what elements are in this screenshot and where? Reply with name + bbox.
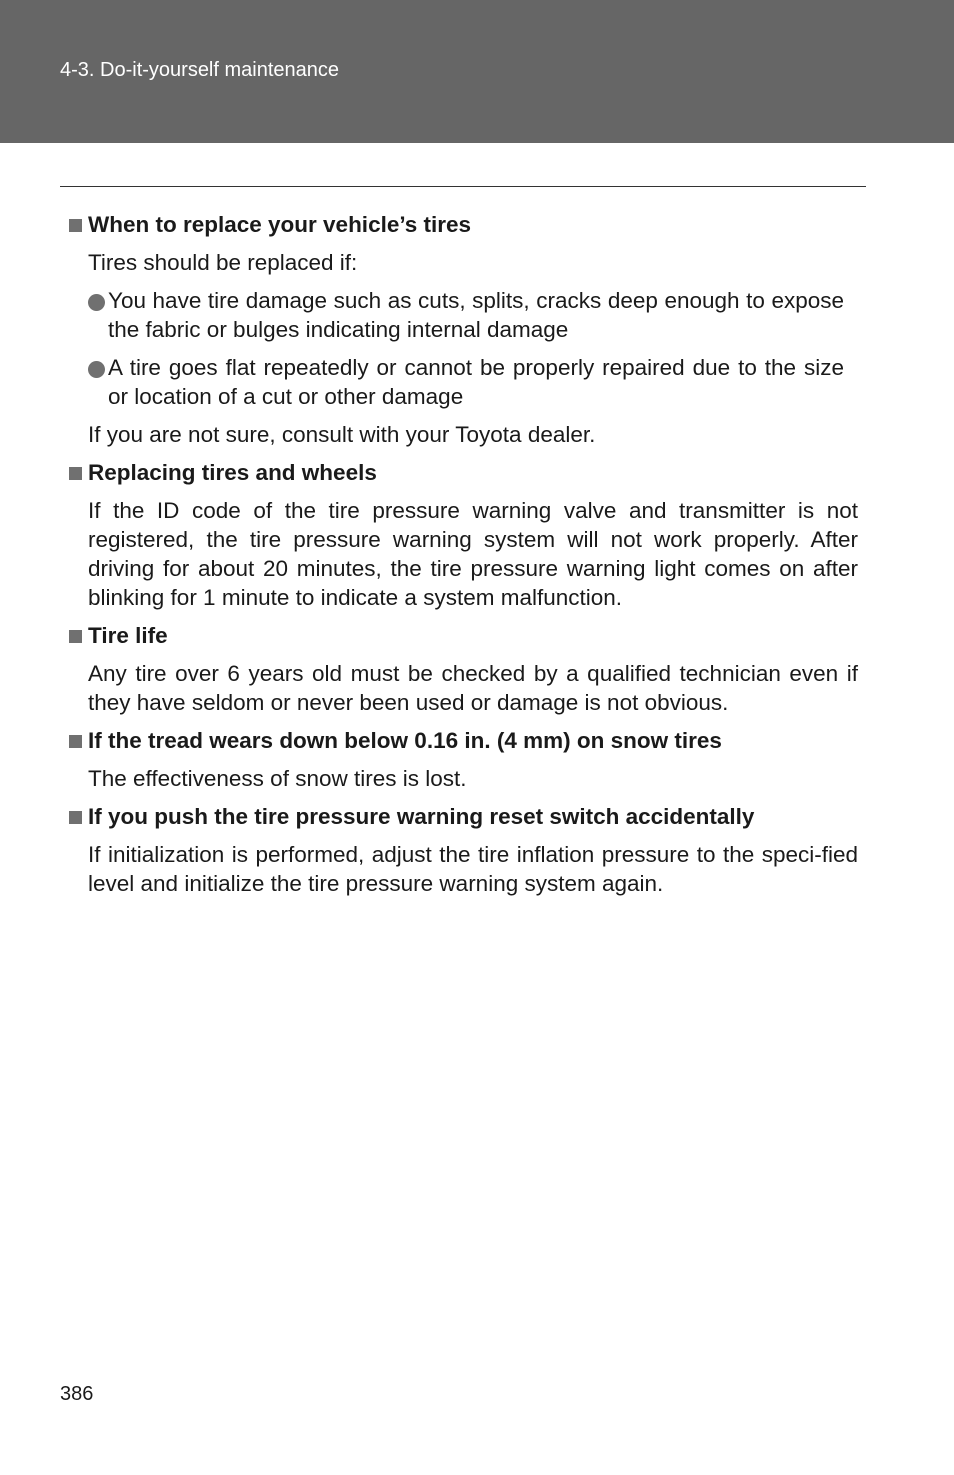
- list-item: [88, 353, 844, 411]
- section-reset-switch: [66, 802, 858, 898]
- page-number: 386: [60, 1383, 94, 1405]
- list-item: [88, 286, 844, 344]
- paragraph: The effectiveness of snow tires is lost.: [88, 766, 467, 791]
- heading-text: If the tread wears down below 0.16 in. (4 mm) on snow tires: [88, 728, 722, 753]
- square-bullet-icon: [69, 467, 82, 480]
- list-item-text: A tire goes flat repeatedly or cannot be properly repaired due to the size or location of a cut or other damage: [108, 355, 844, 409]
- paragraph: If you are not sure, consult with your Toyota dealer.: [88, 422, 596, 447]
- main-content: [66, 210, 858, 907]
- square-bullet-icon: [69, 735, 82, 748]
- section-heading: [66, 210, 858, 239]
- square-bullet-icon: [69, 219, 82, 232]
- paragraph: If the ID code of the tire pressure warning valve and transmitter is not registered, the tire pressure warning system will not work properly. After driving for about 20 minutes, the tire pressure warning light comes on after blinking for 1 minute to indicate a system malfunction.: [88, 498, 858, 610]
- heading-text: If you push the tire pressure warning reset switch accidentally: [88, 804, 755, 829]
- section-replacing-tires: [66, 458, 858, 612]
- heading-text: Tire life: [88, 623, 168, 648]
- header-band: [0, 0, 954, 143]
- circle-bullet-icon: [88, 286, 108, 315]
- section-heading: [66, 802, 858, 831]
- section-when-to-replace: [66, 210, 858, 449]
- section-heading: [66, 621, 858, 650]
- section-heading: [66, 458, 858, 487]
- circle-bullet-icon: [88, 353, 108, 382]
- section-snow-tires: [66, 726, 858, 793]
- heading-text: When to replace your vehicle’s tires: [88, 212, 472, 237]
- paragraph: Tires should be replaced if:: [88, 250, 358, 275]
- square-bullet-icon: [69, 630, 82, 643]
- section-title: 4-3. Do-it-yourself maintenance: [60, 59, 340, 81]
- section-heading: [66, 726, 858, 755]
- divider: [60, 186, 866, 187]
- list-item-text: You have tire damage such as cuts, splits, cracks deep enough to expose the fabric or bulges indicating internal damage: [108, 288, 844, 342]
- paragraph: If initialization is performed, adjust the tire inflation pressure to the speci-fied level and initialize the tire pressure warning system again.: [88, 842, 858, 896]
- section-tire-life: [66, 621, 858, 717]
- square-bullet-icon: [69, 811, 82, 824]
- heading-text: Replacing tires and wheels: [88, 460, 377, 485]
- paragraph: Any tire over 6 years old must be checked by a qualified technician even if they have seldom or never been used or damage is not obvious.: [88, 661, 858, 715]
